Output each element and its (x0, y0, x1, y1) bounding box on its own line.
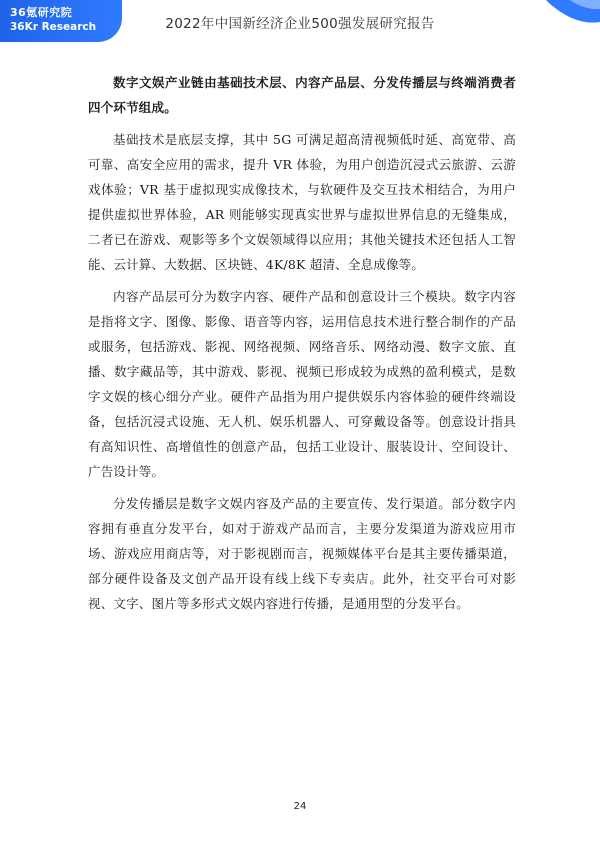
document-body (88, 70, 516, 623)
paragraph-basic-tech: 基础技术是底层支撑，其中 5G 可满足超高清视频低时延、高宽带、高可靠、高安全应用的需求，提升 VR 体验，为用户创造沉浸式云旅游、云游戏体验；VR 基于虚拟现实成像技术，与软硬件及交互技术相结合，为用户提供虚拟世界体验，AR 则能够实现真实世界与虚拟世界信息的无缝集成，二者已在游戏、观影等多个文娱领域得以应用；其他关键技术还包括人工智能、云计算、大数据、区块链、4K/8K 超清、全息成像等。 (88, 132, 516, 272)
logo-name-en: 36Kr Research (10, 21, 97, 33)
corner-accent-icon (536, 0, 600, 30)
page-number: 24 (293, 801, 307, 812)
logo-name-cn: 36氪研究院 (10, 6, 73, 19)
paragraph-distribution: 分发传播层是数字文娱内容及产品的主要宣传、发行渠道。部分数字内容拥有垂直分发平台，如对于游戏产品而言，主要分发渠道为游戏应用市场、游戏应用商店等，对于影视剧而言，视频媒体平台是其主要传播渠道，部分硬件设备及文创产品开设有线上线下专卖店。此外，社交平台可对影视、文字、图片等多形式文娱内容进行传播，是通用型的分发平台。 (88, 496, 516, 611)
paragraph-content-products: 内容产品层可分为数字内容、硬件产品和创意设计三个模块。数字内容是指将文字、图像、影像、语音等内容，运用信息技术进行整合制作的产品或服务，包括游戏、影视、网络视频、网络音乐、网络动漫、数字文旅、直播、数字藏品等，其中游戏、影视、视频已形成较为成熟的盈利模式，是数字文娱的核心细分产业。硬件产品指为用户提供娱乐内容体验的硬件终端设备，包括沉浸式设施、无人机、娱乐机器人、可穿戴设备等。创意设计指具有高知识性、高增值性的创意产品，包括工业设计、服装设计、空间设计、广告设计等。 (88, 289, 516, 479)
lead-paragraph: 数字文娱产业链由基础技术层、内容产品层、分发传播层与终端消费者四个环节组成。 (88, 75, 516, 115)
report-title: 2022年中国新经济企业500强发展研究报告 (165, 16, 435, 32)
